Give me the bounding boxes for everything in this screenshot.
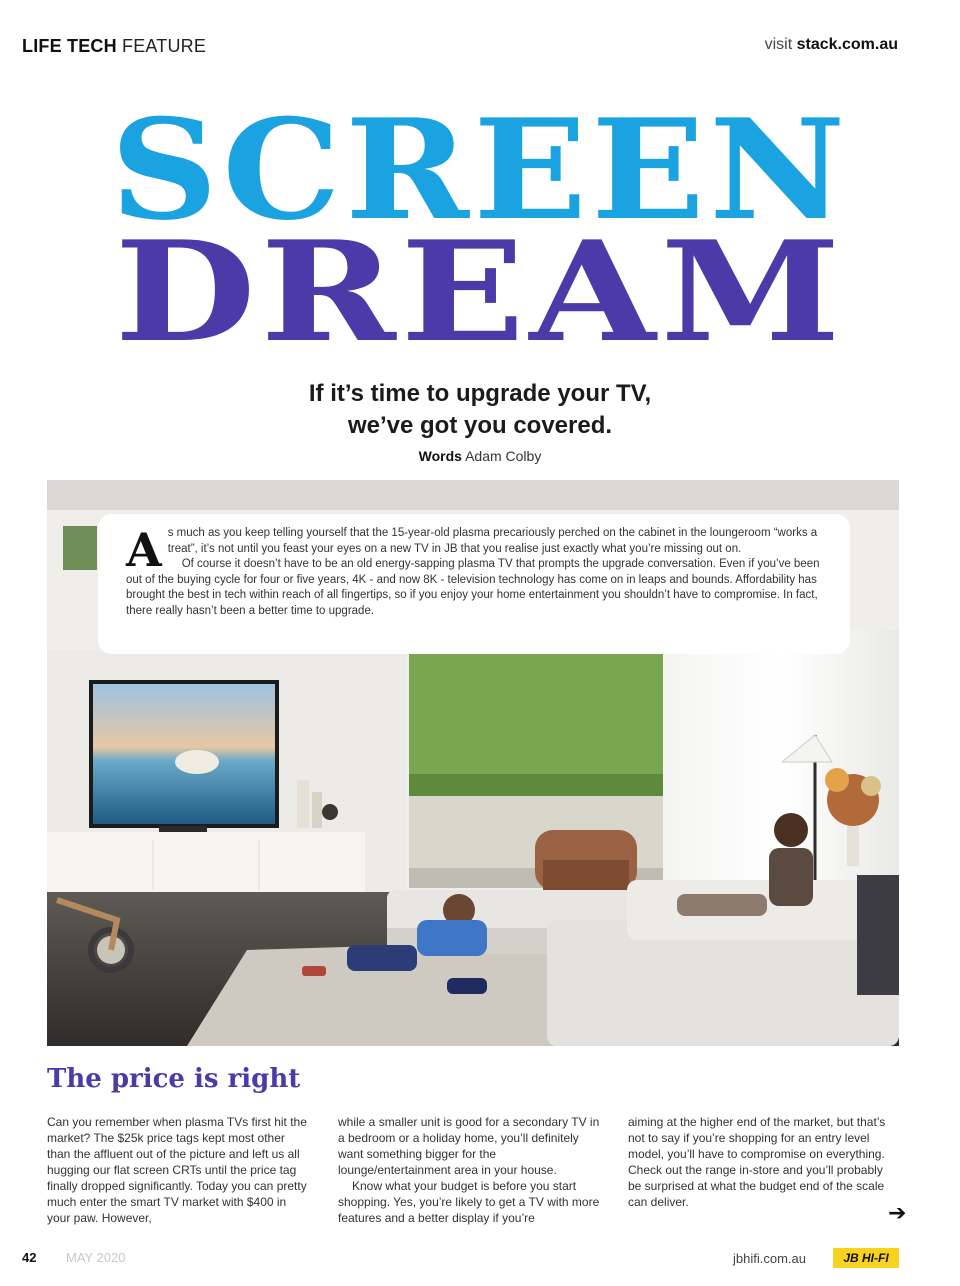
body-column-2-paragraph-1: while a smaller unit is good for a secondary TV in a bedroom or a holiday home, you’ll definitely want something bigger for the lounge/entertainment area in your house. xyxy=(338,1115,600,1177)
body-column-3-text: aiming at the higher end of the market, but that’s not to say if you’re shopping for an entry level model, you’ll have to compromise on everything. Check out the range in-store and you’ll probably be surprised at what the budget end of the scale can deliver. xyxy=(628,1115,886,1209)
section-label-bold: LIFE TECH xyxy=(22,36,117,56)
visit-prefix: visit xyxy=(764,36,793,53)
subtitle xyxy=(0,378,960,442)
intro-paragraph-1: s much as you keep telling yourself that the 15-year-old plasma precariously perched on the cabinet in the loungeroom “works a treat”, it’s not until you feast your eyes on a new TV in JB that you realise just exactly what you’re missing out on. xyxy=(167,527,818,555)
jb-hifi-logo: JB HI-FI xyxy=(833,1248,899,1268)
intro-paragraph-2: Of course it doesn’t have to be an old energy-sapping plasma TV that prompts the upgrade conversation. Even if you’ve been out of the buying cycle for four or five years, 4K - and now 8K - television technology has come on in leaps and bounds. Affordability has brought the best in tech within reach of all fingertips, so if you enjoy your home entertainment you shouldn’t have to compromise. In fact, there really hasn’t been a better time to upgrade. xyxy=(126,558,820,617)
footer-url[interactable]: jbhifi.com.au xyxy=(733,1251,806,1266)
drop-cap: A xyxy=(126,523,162,577)
next-page-arrow-icon[interactable]: ➔ xyxy=(888,1200,907,1225)
body-column-1 xyxy=(47,1114,309,1226)
subtitle-line-2: we’ve got you covered. xyxy=(347,412,613,439)
byline xyxy=(0,448,960,464)
section-label-feature: FEATURE xyxy=(122,36,207,56)
body-column-3 xyxy=(628,1114,890,1210)
body-column-1-text: Can you remember when plasma TVs first hit the market? The $25k price tags kept most other than the affluent out of the picture and left us all hugging our flat screen CRTs until the price tag finally dropped significantly. Today you can pretty much enter the smart TV market with $400 in your paw. However, xyxy=(47,1115,307,1225)
visit-site xyxy=(765,36,898,54)
visit-site-link[interactable]: stack.com.au xyxy=(796,36,898,53)
body-column-2-paragraph-2: Know what your budget is before you start shopping. Yes, you’re likely to get a TV with more features and a better display if you’re xyxy=(338,1179,600,1225)
issue-date: MAY 2020 xyxy=(66,1250,126,1265)
section-heading: The price is right xyxy=(47,1064,301,1094)
byline-author: Adam Colby xyxy=(465,448,542,464)
intro-box xyxy=(98,514,850,654)
section-label xyxy=(22,36,206,57)
body-column-2 xyxy=(338,1114,600,1226)
title-line-dream: DREAM xyxy=(114,210,846,373)
byline-label: Words xyxy=(418,448,462,464)
subtitle-line-1: If it’s time to upgrade your TV, xyxy=(308,380,652,407)
title-line-screen: SCREEN xyxy=(110,88,850,251)
page-number: 42 xyxy=(22,1250,37,1265)
